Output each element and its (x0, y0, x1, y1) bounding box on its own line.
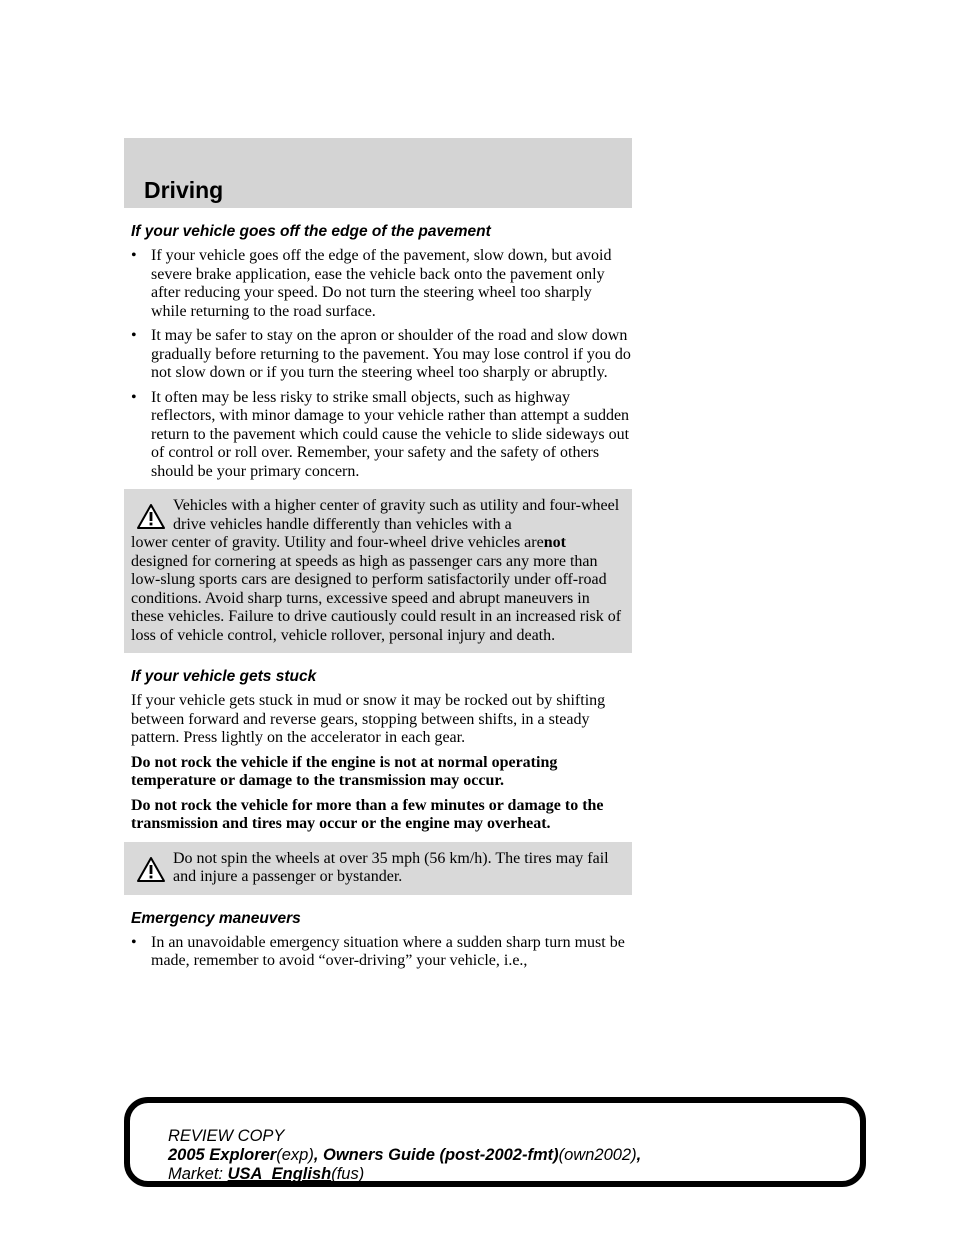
bullet: • (131, 327, 137, 344)
off-pavement-list (131, 247, 631, 481)
list-item: • It often may be less risky to strike small objects, such as highway reflectors, with minor damage to your vehicle rather than attempt a sudden return to the pavement which could cause the vehicle to slide sideways out of control or roll over. Remember, your safety and the safety of others should be your primary concern. (131, 388, 630, 480)
warning-text-body: lower center of gravity. Utility and four-wheel drive vehicles arenot designed for cornering at speeds as high as passenger cars any more than low-slung sports cars are designed to perform satisfactorily under off-road conditions. Avoid sharp turns, excessive speed and abrupt maneuvers in these vehicles. Failure to drive cautiously could result in an increased risk of loss of vehicle control, vehicle rollover, personal injury and death. (131, 534, 622, 644)
warning-triangle-icon (136, 856, 166, 883)
bullet: • (131, 933, 137, 951)
emphasis-not: not (543, 534, 566, 551)
list-item: • If your vehicle goes off the edge of the pavement, slow down, but avoid severe brake application, ease the vehicle back onto the pavement only after reducing your speed. Do not turn the steering wheel too sharply while returning to the road surface. (131, 247, 612, 320)
footer-review-copy: REVIEW COPY (168, 1127, 285, 1145)
warning-box-center-of-gravity (124, 489, 632, 653)
stuck-paragraph: If your vehicle gets stuck in mud or snow it may be rocked out by shifting between forward and reverse gears, stopping between shifts, in a steady pattern. Press lightly on the accelerator in each gear. (131, 692, 606, 746)
footer-market-line: Market: USA_English(fus) (168, 1165, 365, 1183)
heading-stuck: If your vehicle gets stuck (131, 668, 317, 685)
review-copy-footer (124, 1097, 866, 1187)
section-header-title: Driving (144, 177, 224, 203)
warning-triangle-icon (136, 503, 166, 530)
warning-text: Do not spin the wheels at over 35 mph (56 km/h). The tires may fail and injure a passenger or bystander. (173, 849, 609, 885)
stuck-caution-2: Do not rock the vehicle for more than a few minutes or damage to the transmission and tires may occur or the engine may overheat. (131, 796, 604, 832)
list-item: • In an unavoidable emergency situation where a sudden sharp turn must be made, remember to avoid “over-driving” your vehicle, i.e., (131, 933, 625, 969)
bullet: • (131, 247, 137, 264)
emergency-list (131, 934, 631, 971)
stuck-caution-1: Do not rock the vehicle if the engine is not at normal operating temperature or damage to the transmission may occur. (131, 753, 558, 789)
footer-model-line: 2005 Explorer(exp), Owners Guide (post-2002-fmt)(own2002), (168, 1146, 642, 1164)
bullet: • (131, 388, 137, 406)
section-header-band (124, 138, 632, 208)
warning-text-intro: Vehicles with a higher center of gravity such as utility and four-wheel drive vehicles handle differently than vehicles with a (173, 497, 620, 533)
footer-text (168, 1127, 641, 1184)
heading-emergency: Emergency maneuvers (131, 909, 301, 927)
page-content (131, 222, 631, 977)
warning-box-wheel-spin (124, 842, 632, 895)
list-item: • It may be safer to stay on the apron or shoulder of the road and slow down gradually before returning to the pavement. You may lose control if you do not slow down or if you turn the steering wheel too sharply or abruptly. (131, 327, 631, 381)
heading-off-pavement: If your vehicle goes off the edge of the pavement (131, 223, 491, 240)
